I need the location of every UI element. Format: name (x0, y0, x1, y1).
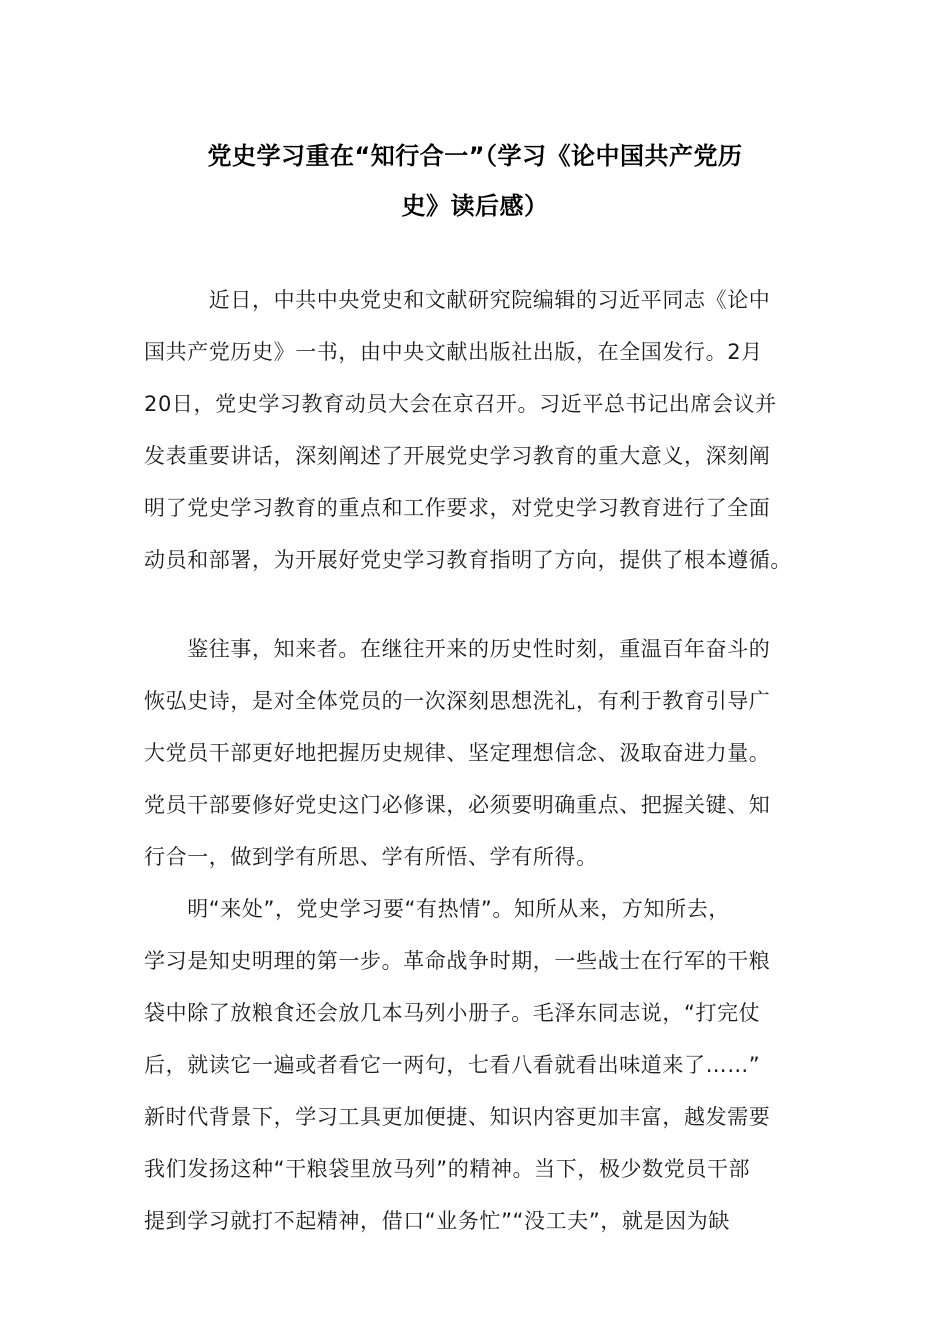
body-line: 我们发扬这种“干粮袋里放马列”的精神。当下，极少数党员干部 (144, 1157, 751, 1181)
body-line: 发表重要讲话，深刻阐述了开展党史学习教育的重大意义，深刻阐 (144, 444, 771, 468)
body-line: 明“来处”，党史学习要“有热情”。知所从来，方知所去， (144, 897, 730, 921)
document-title-line-1: 党史学习重在“知行合一”（学习《论中国共产党历 (207, 142, 743, 170)
body-line: 恢弘史诗，是对全体党员的一次深刻思想洗礼，有利于教育引导广 (144, 689, 771, 713)
body-line: 明了党史学习教育的重点和工作要求，对党史学习教育进行了全面 (144, 496, 771, 520)
body-line: 国共产党历史》一书，由中央文献出版社出版，在全国发行。2月 (144, 340, 763, 364)
body-line: 党员干部要修好党史这门必修课，必须要明确重点、把握关键、知 (144, 793, 771, 817)
body-line: 鉴往事，知来者。在继往开来的历史性时刻，重温百年奋斗的 (144, 637, 771, 661)
body-line: 学习是知史明理的第一步。革命战争时期，一些战士在行军的干粮 (144, 949, 771, 973)
body-line: 20日，党史学习教育动员大会在京召开。习近平总书记出席会议并 (144, 392, 777, 416)
body-line: 后，就读它一遍或者看它一两句，七看八看就看出味道来了……” (144, 1053, 761, 1077)
body-line: 提到学习就打不起精神，借口“业务忙”“没工夫”，就是因为缺 (144, 1209, 730, 1233)
body-line: 大党员干部更好地把握历史规律、坚定理想信念、汲取奋进力量。 (144, 741, 771, 765)
body-line: 动员和部署，为开展好党史学习教育指明了方向，提供了根本遵循。 (144, 548, 792, 572)
body-line: 近日，中共中央党史和文献研究院编辑的习近平同志《论中 (144, 288, 771, 312)
body-line: 袋中除了放粮食还会放几本马列小册子。毛泽东同志说，“打完仗 (144, 1001, 761, 1025)
body-line: 新时代背景下，学习工具更加便捷、知识内容更加丰富，越发需要 (144, 1105, 771, 1129)
document-title-line-2: 史》读后感） (401, 192, 549, 220)
body-line: 行合一，做到学有所思、学有所悟、学有所得。 (144, 845, 598, 869)
